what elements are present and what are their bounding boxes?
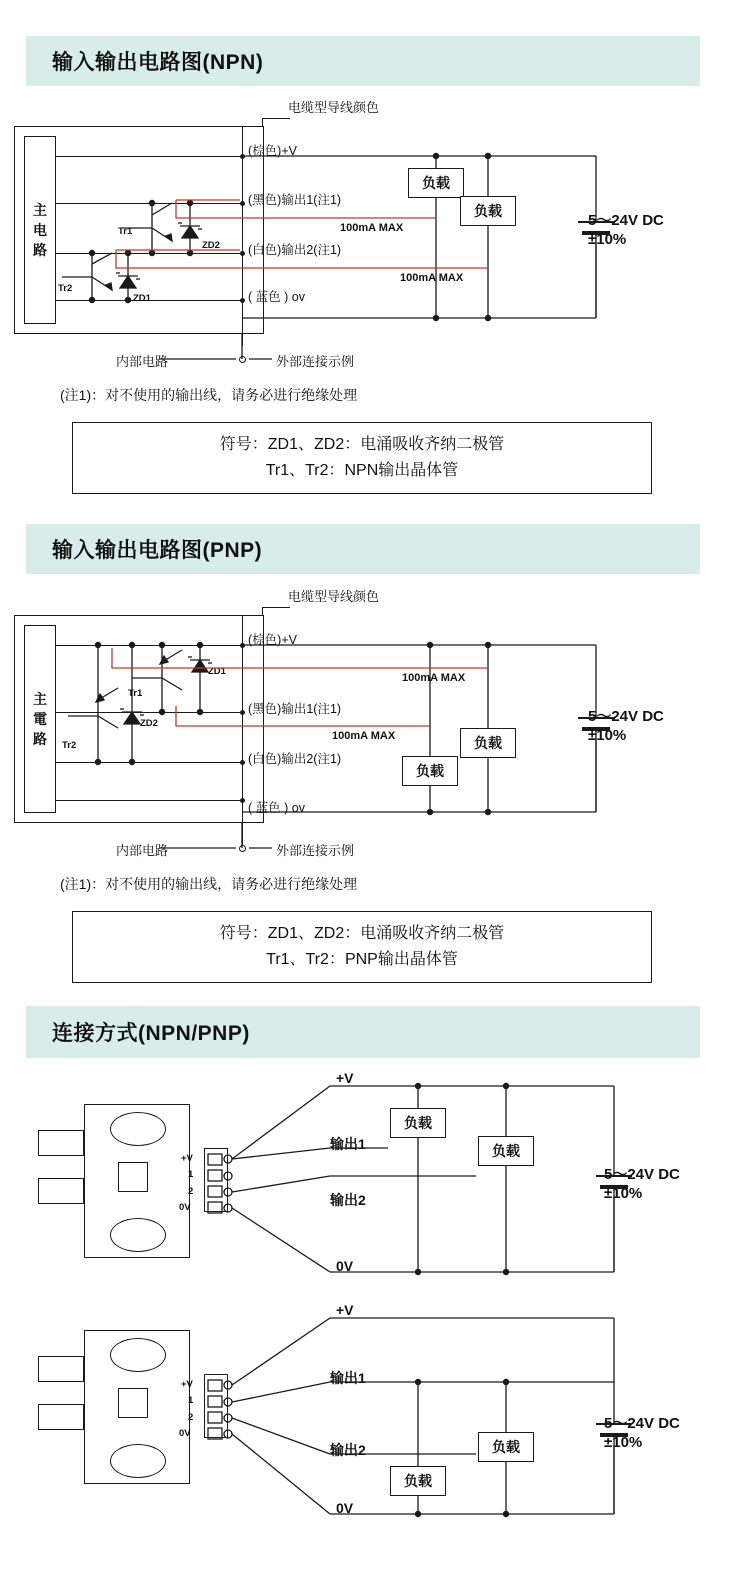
pnp-rail-out2 xyxy=(56,762,242,763)
conn-a-terminal-1: 输出1 xyxy=(330,1136,366,1152)
pnp-transistor-label-tr2: Tr2 xyxy=(62,740,77,751)
npn-load-0: 负载 xyxy=(408,168,464,198)
pnp-wire-label-2: (白色)输出2(注1) xyxy=(248,752,342,766)
conn-b-supply-line-0: 5～24V DC xyxy=(604,1415,680,1432)
terminal-dot xyxy=(240,251,245,256)
conn-b-load-1: 负载 xyxy=(390,1466,446,1496)
section-header-pnp xyxy=(26,524,700,574)
section-header-connection xyxy=(26,1006,700,1058)
pnp-wire-label-3: ( 蓝色 ) ov xyxy=(248,801,305,815)
npn-internal-label: 内部电路 xyxy=(116,354,169,369)
section-title: 连接方式(NPN/PNP) xyxy=(52,1022,250,1045)
npn-transistor-label-tr1: Tr1 xyxy=(118,226,133,237)
pnp-symbol-line-0: 符号：ZD1、ZD2：电涌吸收齐纳二极管 xyxy=(219,925,505,943)
npn-terminal-rail xyxy=(242,126,243,346)
conn-b-terminal-2: 输出2 xyxy=(330,1442,366,1458)
pnp-external-label: 外部连接示例 xyxy=(276,843,355,858)
cable-color-label-pnp: 电缆型导线颜色 xyxy=(288,589,380,604)
conn-b-terminal-3: 0V xyxy=(336,1500,354,1516)
conn-a-supply-line-1: ±10% xyxy=(604,1185,643,1202)
npn-note: (注1)：对不使用的输出线，请务必进行绝缘处理 xyxy=(60,387,358,403)
pnp-terminal-rail xyxy=(242,615,243,845)
terminal-dot xyxy=(240,643,245,648)
conn-b-pin-0: +V xyxy=(181,1379,193,1390)
conn-a-pin-3: 0V xyxy=(179,1202,191,1213)
npn-wire-label-1: (黑色)输出1(注1) xyxy=(248,193,342,207)
conn-a-load-1: 负载 xyxy=(478,1136,534,1166)
npn-wire-label-0: (棕色)+V xyxy=(248,144,297,158)
terminal-dot xyxy=(240,710,245,715)
sensor-hole-b-bottom xyxy=(110,1444,166,1478)
section-title: 输入输出电路图(PNP) xyxy=(52,539,263,562)
npn-rail-v xyxy=(56,156,242,157)
conn-a-load-0: 负载 xyxy=(390,1108,446,1138)
npn-supply-line-0: 5～24V DC xyxy=(588,212,664,229)
terminal-dot xyxy=(240,798,245,803)
pnp-zener-label-zd1: ZD1 xyxy=(208,666,226,677)
conn-b-pin-1: 1 xyxy=(188,1395,194,1406)
pnp-transistor-label-tr1: Tr1 xyxy=(128,688,143,699)
conn-b-pin-3: 0V xyxy=(179,1428,191,1439)
npn-supply-line-1: ±10% xyxy=(588,231,627,248)
npn-load-1: 负载 xyxy=(460,196,516,226)
conn-a-pin-0: +V xyxy=(181,1153,193,1164)
npn-rail-out2 xyxy=(56,253,242,254)
npn-zener-label-zd2: ZD2 xyxy=(202,240,220,251)
cable-color-label-npn: 电缆型导线颜色 xyxy=(288,100,380,115)
terminal-dot xyxy=(240,201,245,206)
conn-a-terminal-2: 输出2 xyxy=(330,1192,366,1208)
npn-external-label: 外部连接示例 xyxy=(276,354,355,369)
npn-transistor-label-tr2: Tr2 xyxy=(58,283,73,294)
npn-symbol-box xyxy=(72,422,652,494)
terminal-dot xyxy=(240,760,245,765)
sensor-hole-b-top xyxy=(110,1338,166,1372)
conn-b-terminal-1: 输出1 xyxy=(330,1370,366,1386)
npn-zener-label-zd1: ZD1 xyxy=(133,293,151,304)
conn-a-pin-2: 2 xyxy=(188,1186,194,1197)
callout-line-h xyxy=(262,118,290,119)
connector-block-b xyxy=(204,1374,228,1438)
sensor-hole-a-top xyxy=(110,1112,166,1146)
divider-dot xyxy=(239,356,246,363)
conn-b-load-0: 负载 xyxy=(478,1432,534,1462)
conn-a-terminal-0: +V xyxy=(336,1070,354,1086)
pnp-symbol-line-1: Tr1、Tr2：PNP输出晶体管 xyxy=(266,951,458,968)
connector-block-a xyxy=(204,1148,228,1212)
divider-dot xyxy=(239,845,246,852)
pnp-load-1: 负载 xyxy=(402,756,458,786)
npn-main-circuit-block: 主 电 路 xyxy=(24,136,56,324)
pnp-wire-label-0: (棕色)+V xyxy=(248,633,297,647)
pnp-supply-line-0: 5～24V DC xyxy=(588,708,664,725)
conn-a-terminal-3: 0V xyxy=(336,1258,354,1274)
npn-rail-out1 xyxy=(56,203,242,204)
sensor-bracket-a-left-bottom xyxy=(38,1178,84,1204)
npn-symbol-line-1: Tr1、Tr2：NPN输出晶体管 xyxy=(265,462,459,479)
pnp-note: (注1)：对不使用的输出线，请务必进行绝缘处理 xyxy=(60,876,358,892)
pnp-current-limit-1: 100mA MAX xyxy=(332,730,396,742)
pnp-rail-0v xyxy=(56,800,242,801)
conn-b-pin-2: 2 xyxy=(188,1412,194,1423)
npn-current-limit-1: 100mA MAX xyxy=(400,272,464,284)
pnp-load-0: 负载 xyxy=(460,728,516,758)
terminal-dot xyxy=(240,298,245,303)
pnp-rail-v xyxy=(56,645,242,646)
sensor-window-b xyxy=(118,1388,148,1418)
sensor-window-a xyxy=(118,1162,148,1192)
conn-b-supply-line-1: ±10% xyxy=(604,1434,643,1451)
sensor-hole-a-bottom xyxy=(110,1218,166,1252)
conn-a-supply-line-0: 5～24V DC xyxy=(604,1166,680,1183)
pnp-supply-line-1: ±10% xyxy=(588,727,627,744)
pnp-zener-label-zd2: ZD2 xyxy=(140,718,158,729)
pnp-wire-label-1: (黑色)输出1(注1) xyxy=(248,702,342,716)
callout-line-h xyxy=(262,607,290,608)
terminal-dot xyxy=(240,154,245,159)
pnp-current-limit-0: 100mA MAX xyxy=(402,672,466,684)
section-title: 输入输出电路图(NPN) xyxy=(52,51,264,74)
sensor-bracket-a-left-top xyxy=(38,1130,84,1156)
pnp-rail-out1 xyxy=(56,712,242,713)
pnp-main-circuit-block: 主 電 路 xyxy=(24,625,56,813)
conn-b-terminal-0: +V xyxy=(336,1302,354,1318)
section-header-npn xyxy=(26,36,700,86)
pnp-symbol-box xyxy=(72,911,652,983)
conn-a-pin-1: 1 xyxy=(188,1169,194,1180)
sensor-bracket-b-left-top xyxy=(38,1356,84,1382)
npn-current-limit-0: 100mA MAX xyxy=(340,222,404,234)
npn-wire-label-3: ( 蓝色 ) ov xyxy=(248,290,305,304)
sensor-bracket-b-left-bottom xyxy=(38,1404,84,1430)
pnp-internal-label: 内部电路 xyxy=(116,843,169,858)
npn-symbol-line-0: 符号：ZD1、ZD2：电涌吸收齐纳二极管 xyxy=(219,436,505,454)
npn-wire-label-2: (白色)输出2(注1) xyxy=(248,243,342,257)
